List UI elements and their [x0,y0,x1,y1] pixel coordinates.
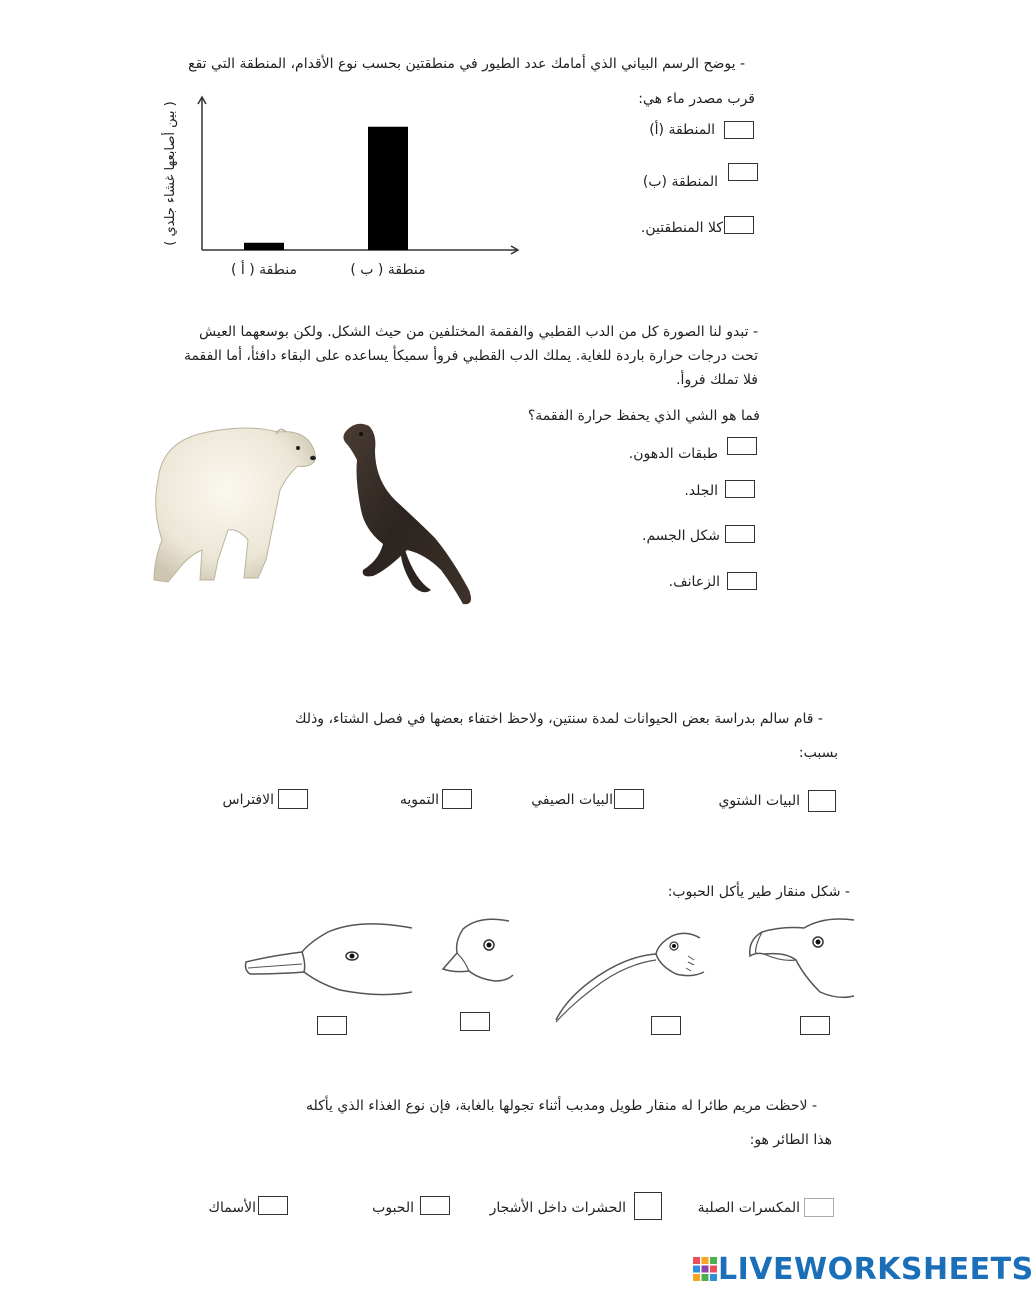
q2-option-fat-label: طبقات الدهون. [628,446,718,462]
q5-option-fish-checkbox[interactable] [258,1196,288,1215]
q3-line1: - قام سالم بدراسة بعض الحيوانات لمدة سنتين، ولاحظ اختفاء بعضها في فصل الشتاء، وذلك [295,711,823,727]
q2-option-skin-label: الجلد. [684,483,718,499]
q2-option-shape-label: شكل الجسم. [642,528,720,544]
q1-option-a-checkbox[interactable] [724,121,754,139]
seal-image [335,420,485,608]
q3-line2: بسبب: [798,745,838,761]
q5-option-fish-label: الأسماك [208,1200,256,1216]
q5-option-nuts-checkbox[interactable] [804,1198,834,1217]
q5-option-insects-label: الحشرات داخل الأشجار [489,1200,626,1216]
x-tick-label-region-b: منطقة ( ب ) [350,262,426,278]
q1-line1: - يوضح الرسم البياني الذي أمامك عدد الطيور في منطقتين بحسب نوع الأقدام، المنطقة التي تقع [188,56,745,72]
q1-option-b-checkbox[interactable] [728,163,758,181]
q3-option-camouflage-checkbox[interactable] [442,789,472,809]
q3-option-hibernation-label: البيات الشتوي [718,793,800,809]
q2-line2: تحت درجات حرارة باردة للغاية. يملك الدب القطبي فروأ سميكأ يساعده على البقاء دافئأ، أما الفقمة [183,348,758,364]
q2-option-skin-checkbox[interactable] [725,480,755,498]
q4-line1: - شكل منقار طير يأكل الحبوب: [667,884,850,900]
q3-option-predation-checkbox[interactable] [278,789,308,809]
q2-question: فما هو الشي الذي يحفظ حرارة الفقمة؟ [527,408,760,424]
q2-line1: - تبدو لنا الصورة كل من الدب القطبي والفقمة المختلفين من حيث الشكل. ولكن بوسعهما العيش [199,324,758,340]
finch-beak-image [435,915,515,985]
x-tick-label-region-a: منطقة ( أ ) [231,262,297,278]
q5-option-insects-checkbox[interactable] [634,1192,662,1220]
q3-option-estivation-label: البيات الصيفي [531,792,613,808]
duck-beak-image [240,918,418,1003]
q3-option-camouflage-label: التمويه [399,792,439,808]
q4-hooked-beak-checkbox[interactable] [800,1016,830,1035]
q5-option-nuts-label: المكسرات الصلبة [697,1200,800,1216]
hooked-beak-image [742,918,857,1000]
q1-line2: قرب مصدر ماء هي: [638,91,755,107]
long-curved-beak-image [548,930,708,1025]
q1-option-b-label: المنطقة (ب) [642,174,718,190]
q2-line3: فلا تملك فروأ. [676,372,758,388]
q5-option-grains-label: الحبوب [372,1200,414,1216]
q4-finch-beak-checkbox[interactable] [460,1012,490,1031]
q2-option-fins-label: الزعانف. [668,574,720,590]
q4-duck-beak-checkbox[interactable] [317,1016,347,1035]
polar-bear-image [148,410,320,585]
liveworksheets-logo [692,1252,1034,1286]
liveworksheets-wordmark: LIVEWORKSHEETS [718,1251,1034,1287]
y-axis-label: ( بين أصابعها غشاء جلدي ) [163,101,178,246]
q2-option-fat-checkbox[interactable] [727,437,757,455]
q4-long-curved-beak-checkbox[interactable] [651,1016,681,1035]
q1-option-a-label: المنطقة (أ) [649,122,715,138]
q1-option-both-label: كلا المنطقتين. [640,220,723,236]
q3-option-estivation-checkbox[interactable] [614,789,644,809]
liveworksheets-grid-icon [692,1256,718,1282]
q2-option-fins-checkbox[interactable] [727,572,757,590]
q3-option-hibernation-checkbox[interactable] [808,790,836,812]
q5-line1: - لاحظت مريم طائرا له منقار طويل ومدبب أثناء تجولها بالغابة، فإن نوع الغذاء الذي يأكله [305,1098,817,1114]
q1-bar-chart [150,85,530,285]
bar-region-a [244,243,284,250]
q2-option-shape-checkbox[interactable] [725,525,755,543]
q5-line2: هذا الطائر هو: [749,1132,832,1148]
bar-region-b [368,127,408,250]
q3-option-predation-label: الافتراس [222,792,274,808]
q1-option-both-checkbox[interactable] [724,216,754,234]
q5-option-grains-checkbox[interactable] [420,1196,450,1215]
